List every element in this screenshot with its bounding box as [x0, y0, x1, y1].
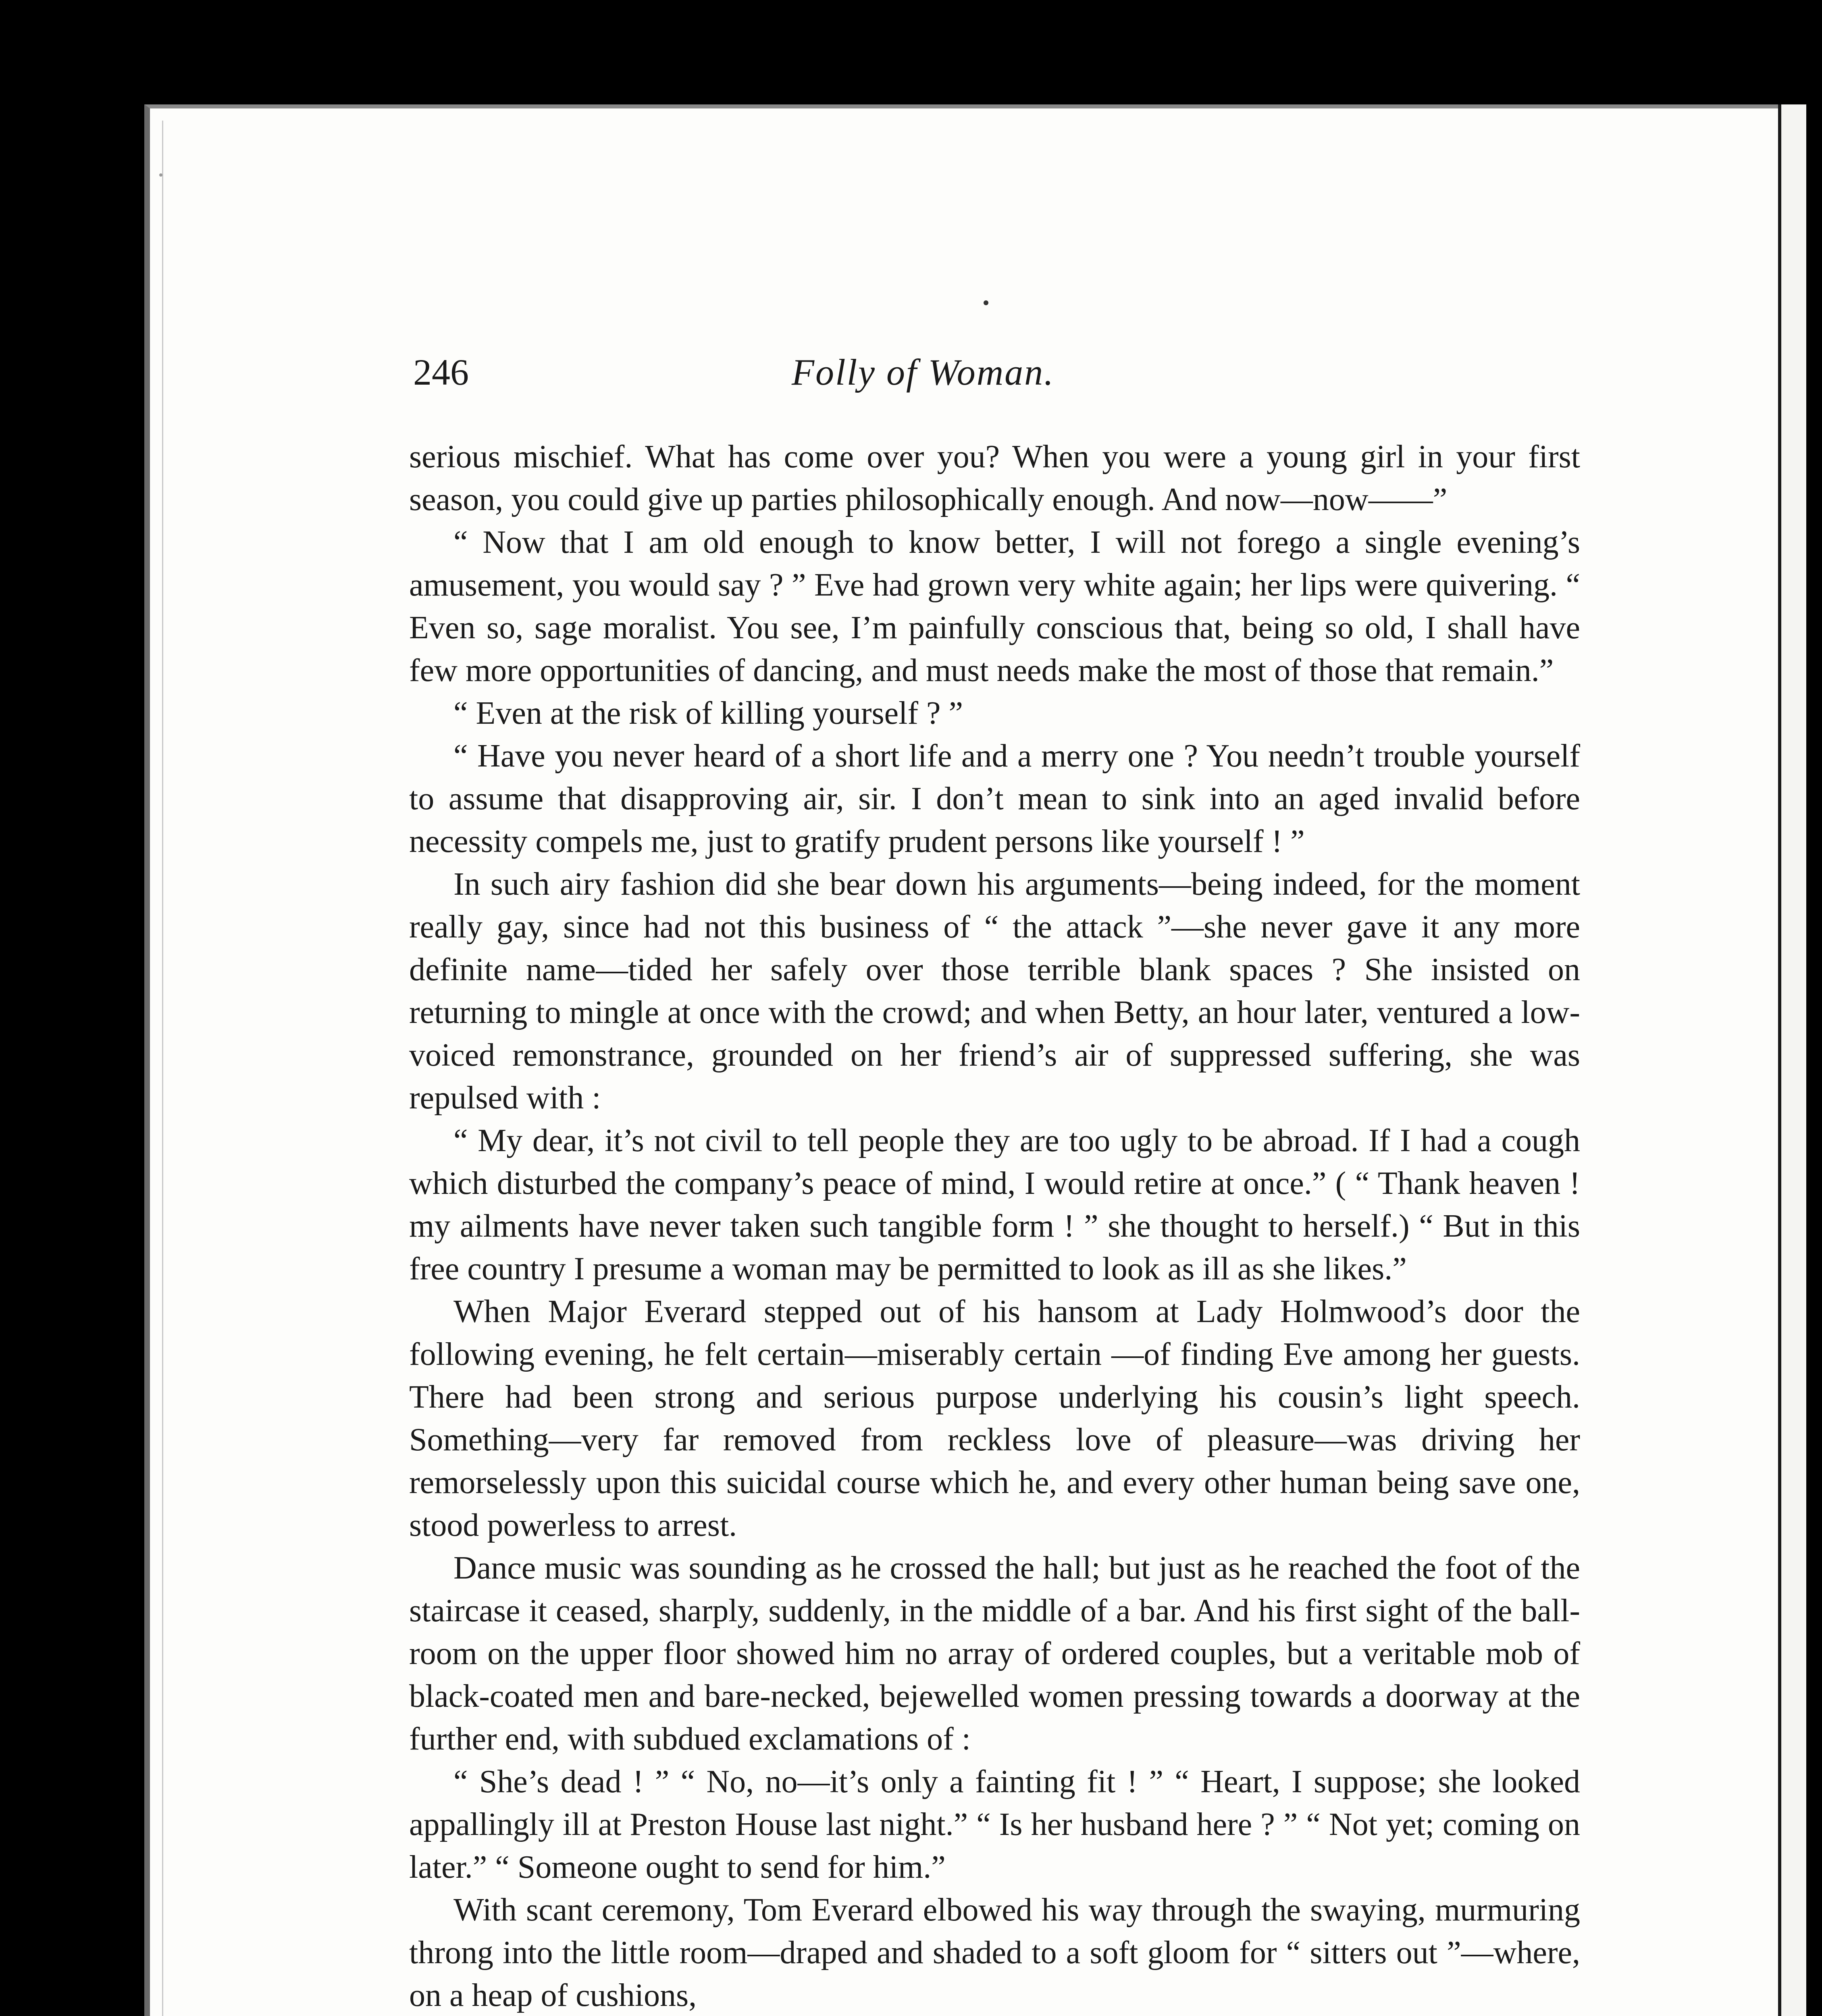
paragraph: “ She’s dead ! ” “ No, no—it’s only a fainting fit ! ” “ Heart, I suppose; she looked appallingly ill at Preston House last night.” “ Is her husband here ? ” “ Not yet; coming on later.” “ Someone ought to send for him.” — [409, 1764, 1580, 1885]
paragraph: “ My dear, it’s not civil to tell people they are too ugly to be abroad. If I had a cough which disturbed the company’s peace of mind, I would retire at once.” ( “ Thank heaven ! my ailments have never taken such tangible form ! ” she thought to herself.) “ But in this free country I presume a woman may be permitted to look as ill as she likes.” — [409, 1123, 1580, 1287]
paragraph: serious mischief. What has come over you? When you were a young girl in your first season, you could give up parties philosophically enough. And now—now——” — [409, 439, 1580, 517]
ornament-dot — [984, 300, 988, 305]
paragraph: “ Now that I am old enough to know better, I will not forego a single evening’s amusement, you would say ? ” Eve had grown very white again; her lips were quivering. “ Even so, sage moralist. You see, I’m painfully conscious that, being so old, I shall have few more opportunities of dancing, and must needs make the most of those that remain.” — [409, 525, 1580, 688]
page-edge-line — [162, 121, 163, 2016]
running-header — [262, 351, 1584, 403]
scan-speck — [159, 173, 162, 177]
paragraph: “ Even at the risk of killing yourself ? ” — [453, 696, 963, 731]
paragraph: In such airy fashion did she bear down his arguments—being indeed, for the moment really gay, since had not this business of “ the attack ”—she never gave it any more definite name—tided her safely over those terrible blank spaces ? She insisted on returning to mingle at once with the crowd; and when Betty, an hour later, ventured a low-voiced remonstrance, grounded on her friend’s air of suppressed suffering, she was repulsed with : — [409, 866, 1580, 1116]
page-number: 246 — [413, 352, 469, 393]
paragraph: Dance music was sounding as he crossed the hall; but just as he reached the foot of the staircase it ceased, sharply, suddenly, in the middle of a bar. And his first sight of the ball-room on the upper floor showed him no array of ordered couples, but a veritable mob of black-coated men and bare-necked, bejewelled women pressing towards a doorway at the further end, with subdued exclamations of : — [409, 1550, 1580, 1757]
paragraph: “ Have you never heard of a short life and a merry one ? You needn’t trouble yourself to assume that disapproving air, sir. I don’t mean to sink into an aged invalid before necessity compels me, just to gratify prudent persons like yourself ! ” — [409, 738, 1580, 859]
paragraph: With scant ceremony, Tom Everard elbowed his way through the swaying, murmuring throng into the little room—draped and shaded to a soft gloom for “ sitters out ”—where, on a heap of cushions, — [409, 1892, 1580, 2013]
adjacent-page-edge — [1778, 104, 1806, 2016]
paragraph: When Major Everard stepped out of his hansom at Lady Holmwood’s door the following evening, he felt certain—miserably certain —of finding Eve among her guests. There had been strong and serious purpose underlying his cousin’s light speech. Something—very far removed from reckless love of pleasure—was driving her remorselessly upon this suicidal course which he, and every other human being save one, stood powerless to arrest. — [409, 1294, 1580, 1543]
running-title: Folly of Woman. — [791, 352, 1055, 393]
body-text — [409, 435, 1580, 2016]
